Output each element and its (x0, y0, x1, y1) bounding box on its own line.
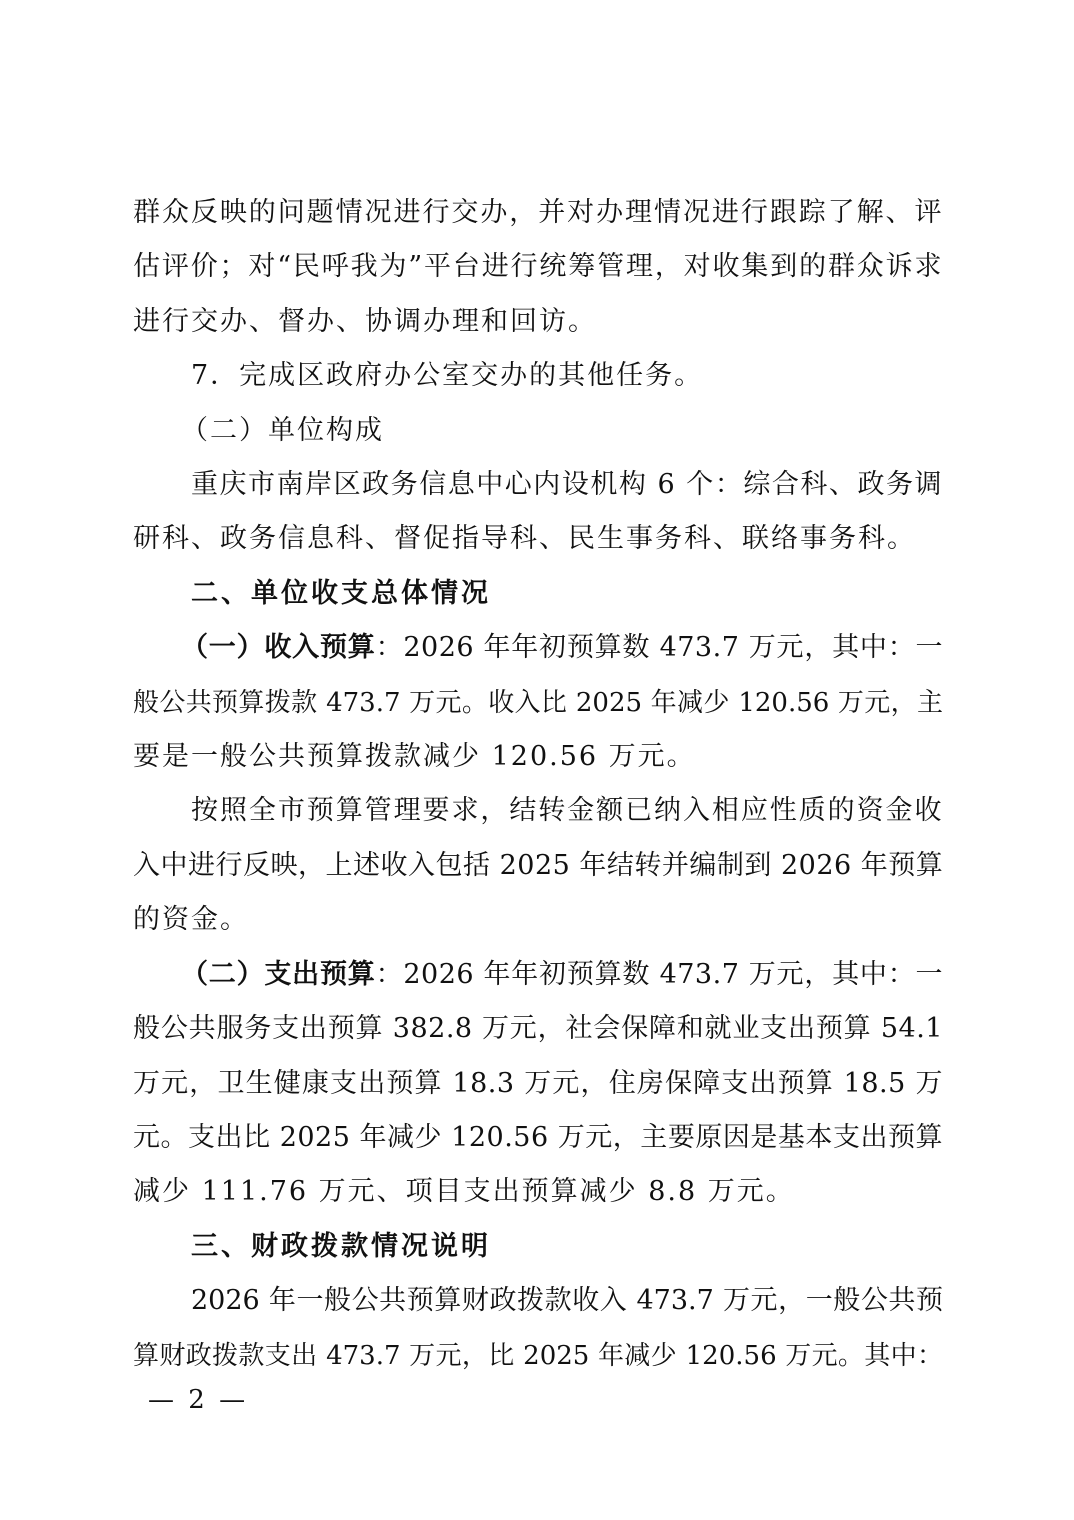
text-line: 7．完成区政府办公室交办的其他任务。 (191, 360, 704, 392)
subheading-unit-composition (133, 404, 943, 458)
text-line (133, 948, 943, 1002)
expenditure-budget-label: （二）支出预算 (181, 958, 376, 990)
paragraph-carryover-note (133, 784, 943, 947)
text-line: 进行交办、督办、协调办理和回访。 (133, 305, 597, 337)
text-line: 般公共预算拨款 473.7 万元。收入比 2025 年减少 120.56 万元，主 (133, 687, 943, 718)
text-line: 入中进行反映，上述收入包括 2025 年结转并编制到 2026 年预算 (133, 849, 944, 881)
paragraph-fiscal-appropriation (133, 1274, 943, 1383)
income-budget-text: ：2026 年年初预算数 473.7 万元，其中：一 (375, 632, 944, 664)
text-line: 群众反映的问题情况进行交办，并对办理情况进行跟踪了解、评 (133, 197, 943, 228)
paragraph-income-budget (133, 621, 943, 784)
text-line: 按照全市预算管理要求，结转金额已纳入相应性质的资金收 (191, 795, 943, 827)
text-line: 要是一般公共预算拨款减少 120.56 万元。 (133, 741, 696, 773)
text-line: 的资金。 (133, 904, 249, 936)
text-line: 估评价；对“民呼我为”平台进行统筹管理，对收集到的群众诉求 (133, 251, 943, 283)
income-budget-label: （一）收入预算 (181, 632, 376, 664)
paragraph-expenditure-budget (133, 948, 943, 1220)
text-line: 万元，卫生健康支出预算 18.3 万元，住房保障支出预算 18.5 万 (133, 1067, 943, 1099)
text-line: 研科、政务信息科、督促指导科、民生事务科、联络事务科。 (133, 523, 916, 555)
paragraph-unit-composition (133, 458, 943, 567)
text-line: （二）单位构成 (181, 414, 384, 446)
text-line: 重庆市南岸区政务信息中心内设机构 6 个：综合科、政务调 (191, 469, 943, 501)
text-line: 元。支出比 2025 年减少 120.56 万元，主要原因是基本支出预算 (133, 1121, 943, 1153)
section-heading-3 (133, 1220, 943, 1274)
paragraph-duty-7 (133, 349, 943, 403)
text-line (133, 621, 943, 675)
text-line: 二、单位收支总体情况 (191, 577, 491, 609)
text-line: 般公共服务支出预算 382.8 万元，社会保障和就业支出预算 54.1 (133, 1013, 943, 1045)
text-line: 2026 年一般公共预算财政拨款收入 473.7 万元，一般公共预 (191, 1285, 943, 1317)
text-line: 三、财政拨款情况说明 (191, 1230, 491, 1262)
page-number: — 2 — (148, 1385, 249, 1415)
section-heading-2 (133, 567, 943, 621)
document-body (133, 186, 943, 1383)
text-line: 算财政拨款支出 473.7 万元，比 2025 年减少 120.56 万元。其中： (133, 1340, 943, 1371)
text-line: 减少 111.76 万元、项目支出预算减少 8.8 万元。 (133, 1176, 795, 1208)
paragraph-duties-continued (133, 186, 943, 349)
expenditure-budget-text: ：2026 年年初预算数 473.7 万元，其中：一 (375, 958, 944, 990)
